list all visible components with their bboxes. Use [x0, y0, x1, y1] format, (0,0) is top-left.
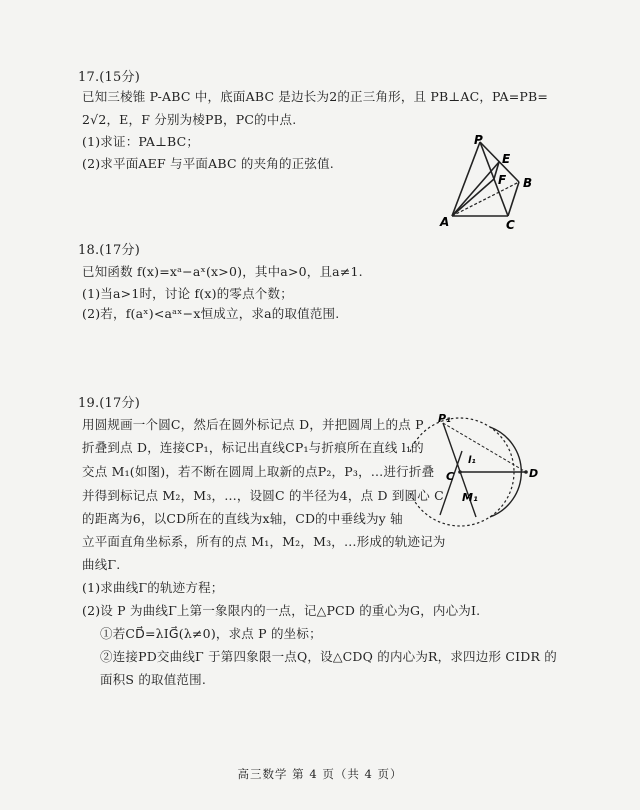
- q19-heading: 19.(17分): [78, 396, 140, 411]
- page-footer: 高三数学 第 4 页（共 4 页）: [237, 767, 403, 781]
- point-d: [524, 470, 528, 474]
- q19-line7: 曲线Γ.: [82, 557, 121, 572]
- q19-line4: 并得到标记点 M₂，M₃，…，设圆C 的半径为4，点 D 到圆心 C: [82, 488, 444, 503]
- edge-cb: [508, 182, 519, 216]
- q19-line6: 立平面直角坐标系，所有的点 M₁，M₂，M₃，…形成的轨迹记为: [82, 534, 446, 549]
- q17-line1: 已知三棱锥 P-ABC 中，底面ABC 是边长为2的正三角形，且 PB⊥AC，PA=PB=: [82, 89, 549, 104]
- label-p1: P₁: [438, 412, 451, 425]
- q19-part2-sub2-cont: 面积S 的取值范围.: [100, 672, 207, 687]
- edge-pa: [452, 142, 480, 216]
- q19-line1: 用圆规画一个圆C，然后在圆外标记点 D，并把圆周上的点 P: [82, 417, 424, 432]
- label-l1: l₁: [468, 455, 476, 466]
- q18-part1: (1)当a>1时，讨论 f(x)的零点个数；: [82, 286, 293, 301]
- label-c: C: [446, 470, 455, 483]
- q19-part2-sub1: ①若CD⃗=λIG⃗(λ≠0)，求点 P 的坐标；: [100, 626, 322, 641]
- tetrahedron-figure: [436, 132, 548, 234]
- label-c: C: [506, 218, 515, 232]
- point-c: [458, 470, 462, 474]
- q19-line5: 的距离为6，以CD所在的直线为x轴，CD的中垂线为y 轴: [82, 511, 403, 526]
- q17-line2: 2√2，E，F 分别为棱PB，PC的中点.: [82, 112, 297, 127]
- segment-p1d: [443, 423, 526, 472]
- label-p: P: [474, 133, 483, 147]
- q19-line2: 折叠到点 D，连接CP₁，标记出直线CP₁与折痕所在直线 l₁的: [82, 440, 424, 455]
- q18-line1: 已知函数 f(x)=xᵃ−aˣ(x>0)，其中a>0，且a≠1.: [82, 264, 363, 279]
- edge-ae: [452, 162, 499, 216]
- q18-heading: 18.(17分): [78, 243, 140, 258]
- q19-part2-sub2: ②连接PD交曲线Γ 于第四象限一点Q，设△CDQ 的内心为R，求四边形 CIDR 的: [100, 649, 557, 664]
- label-a: A: [440, 215, 450, 229]
- q19-part2: (2)设 P 为曲线Γ上第一象限内的一点，记△PCD 的重心为G，内心为I.: [82, 603, 481, 618]
- fold-line-l1: [440, 451, 462, 515]
- q17-part2: (2)求平面AEF 与平面ABC 的夹角的正弦值.: [82, 156, 334, 171]
- q18-part2: (2)若，f(aˣ)<aᵃˣ−x恒成立，求a的取值范围.: [82, 306, 340, 321]
- label-f: F: [498, 173, 507, 187]
- label-d: D: [529, 467, 539, 480]
- q19-line3: 交点 M₁(如图)，若不断在圆周上取新的点P₂，P₃，…进行折叠: [82, 464, 435, 479]
- q19-part1: (1)求曲线Γ的轨迹方程；: [82, 580, 224, 595]
- q17-heading: 17.(15分): [78, 70, 140, 85]
- label-m1: M₁: [462, 491, 478, 504]
- label-b: B: [523, 176, 533, 190]
- label-e: E: [502, 152, 511, 166]
- circle-fold-figure: [410, 405, 560, 540]
- q17-part1: (1)求证：PA⊥BC；: [82, 134, 200, 149]
